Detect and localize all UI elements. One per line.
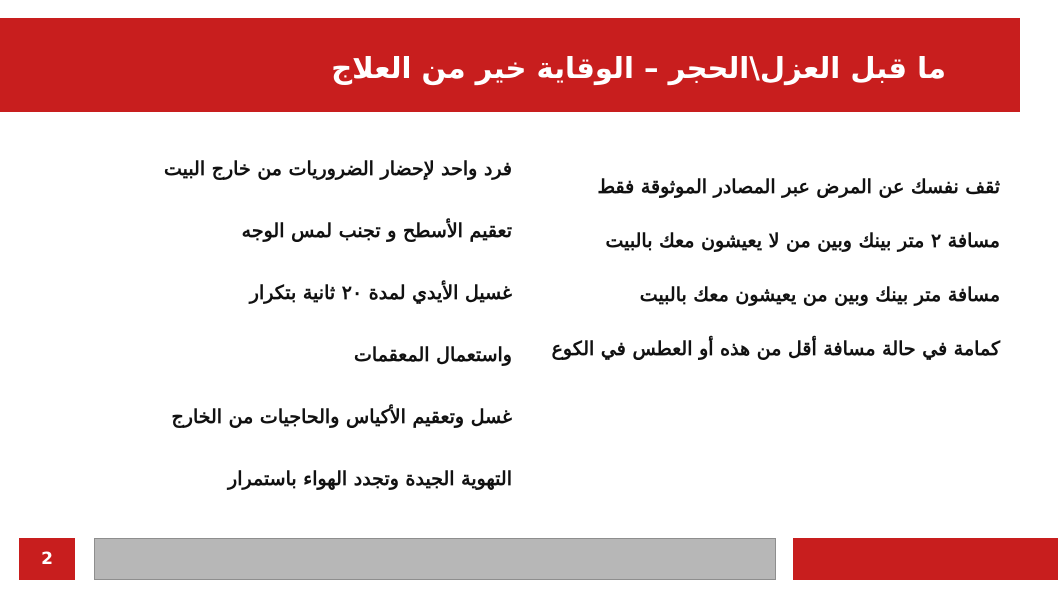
page-number: 2 [41, 549, 53, 569]
title-bar [0, 18, 1020, 112]
right-bullet-column [500, 166, 1000, 382]
left-bullet-column [72, 146, 512, 518]
right-item-2: مسافة ٢ متر بينك وبين من لا يعيشون معك بالبيت [605, 230, 1000, 252]
footer-red-bar [793, 538, 1058, 580]
left-item-6: التهوية الجيدة وتجدد الهواء باستمرار [228, 468, 512, 490]
page-number-badge [19, 538, 75, 580]
right-item-1: ثقف نفسك عن المرض عبر المصادر الموثوقة فقط [597, 176, 1000, 198]
right-item-3: مسافة متر بينك وبين من يعيشون معك بالبيت [639, 284, 1000, 306]
left-item-3: غسيل الأيدي لمدة ٢٠ ثانية بتكرار [249, 282, 512, 304]
left-item-4: واستعمال المعقمات [354, 344, 512, 366]
right-item-4: كمامة في حالة مسافة أقل من هذه أو العطس في الكوع [551, 338, 1000, 360]
footer-gray-bar [94, 538, 776, 580]
left-item-5: غسل وتعقيم الأكياس والحاجيات من الخارج [171, 406, 512, 428]
left-item-1: فرد واحد لإحضار الضروريات من خارج البيت [163, 158, 512, 180]
left-item-2: تعقيم الأسطح و تجنب لمس الوجه [241, 220, 512, 242]
slide-title: ما قبل العزل\الحجر – الوقاية خير من العلاج [331, 51, 946, 85]
